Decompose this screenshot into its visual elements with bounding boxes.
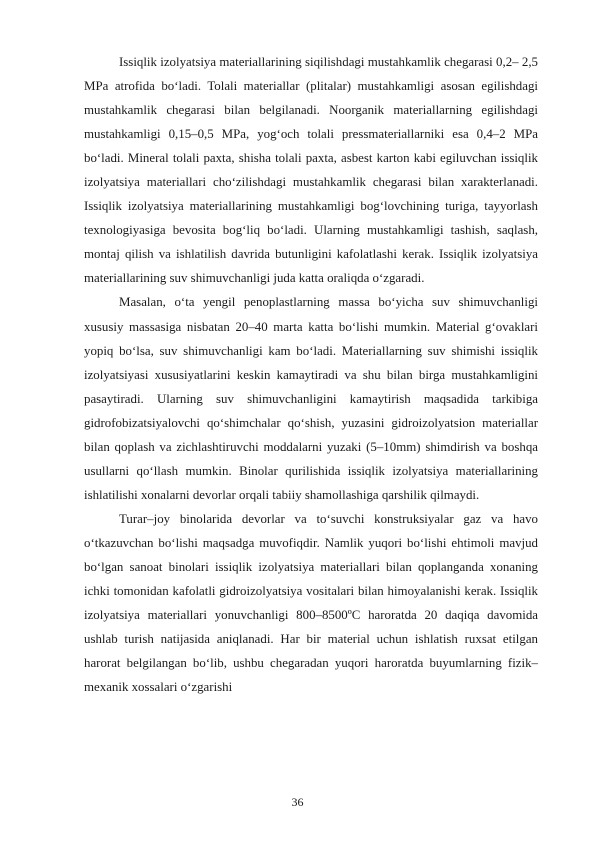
- paragraph-2: Masalan, o‘ta yengil penoplastlarning massa bo‘yicha suv shimuvchanligi xususiy massasiga nisbatan 20–40 marta katta bo‘lishi mumkin. Material g‘ovaklari yopiq bo‘lsa, suv shimuvchanligi kam bo‘ladi. Materiallarning suv shimishi issiqlik izolyatsiyasi xususiyatlarini keskin kamaytiradi va shu bilan birga mustahkamligini pasaytiradi. Ularning suv shimuvchanligini kamaytirish maqsadida tarkibiga gidrofobizatsiyalovchi qo‘shimchalar qo‘shish, yuzasini gidroizolyatsion materiallar bilan qoplash va zichlashtiruvchi moddalarni yuzaki (5–10mm) shimdirish va boshqa usullarni qo‘llash mumkin. Binolar qurilishida issiqlik izolyatsiya materiallarining ishlatilishi xonalarni devorlar orqali tabiiy shamollashiga qarshilik qilmaydi.: [84, 295, 538, 502]
- paragraph-3: Turar–joy binolarida devorlar va to‘suvchi konstruksiyalar gaz va havo o‘tkazuvchan bo‘lishi maqsadga muvofiqdir. Namlik yuqori bo‘lishi ehtimoli mavjud bo‘lgan sanoat binolari issiqlik izolyatsiya materiallari bilan qoplanganda xonaning ichki tomonidan kafolatli gidroizolyatsiya vositalari bilan himoyalanishi kerak. Issiqlik izolyatsiya materiallari yonuvchanligi 800–8500ºC haroratda 20 daqiqa davomida ushlab turish natijasida aniqlanadi. Har bir material uchun ishlatish ruxsat etilgan harorat belgilangan bo‘lib, ushbu chegaradan yuqori haroratda buyumlarning fizik–mexanik xossalari o‘zgarishi: [84, 511, 538, 695]
- body-text: [84, 50, 538, 699]
- page-number: 36: [291, 795, 304, 809]
- paragraph-1: Issiqlik izolyatsiya materiallarining siqilishdagi mustahkamlik chegarasi 0,2– 2,5 MPa atrofida bo‘ladi. Tolali materiallar (plitalar) mustahkamligi asosan egilishdagi mustahkamlik chegarasi bilan belgilanadi. Noorganik materiallarning egilishdagi mustahkamligi 0,15–0,5 MPa, yog‘och tolali pressmateriallarniki esa 0,4–2 MPa bo‘ladi. Mineral tolali paxta, shisha tolali paxta, asbest karton kabi egiluvchan issiqlik izolyatsiya materiallari cho‘zilishdagi mustahkamlik chegarasi bilan xarakterlanadi. Issiqlik izolyatsiya materiallarining mustahkamligi bog‘lovchining turiga, tayyorlash texnologiyasiga bevosita bog‘liq bo‘ladi. Ularning mustahkamligi tashish, saqlash, montaj qilish va ishlatilish davrida butunligini kafolatlashi kerak. Issiqlik izolyatsiya materiallarining suv shimuvchanligi juda katta oraliqda o‘zgaradi.: [84, 55, 538, 286]
